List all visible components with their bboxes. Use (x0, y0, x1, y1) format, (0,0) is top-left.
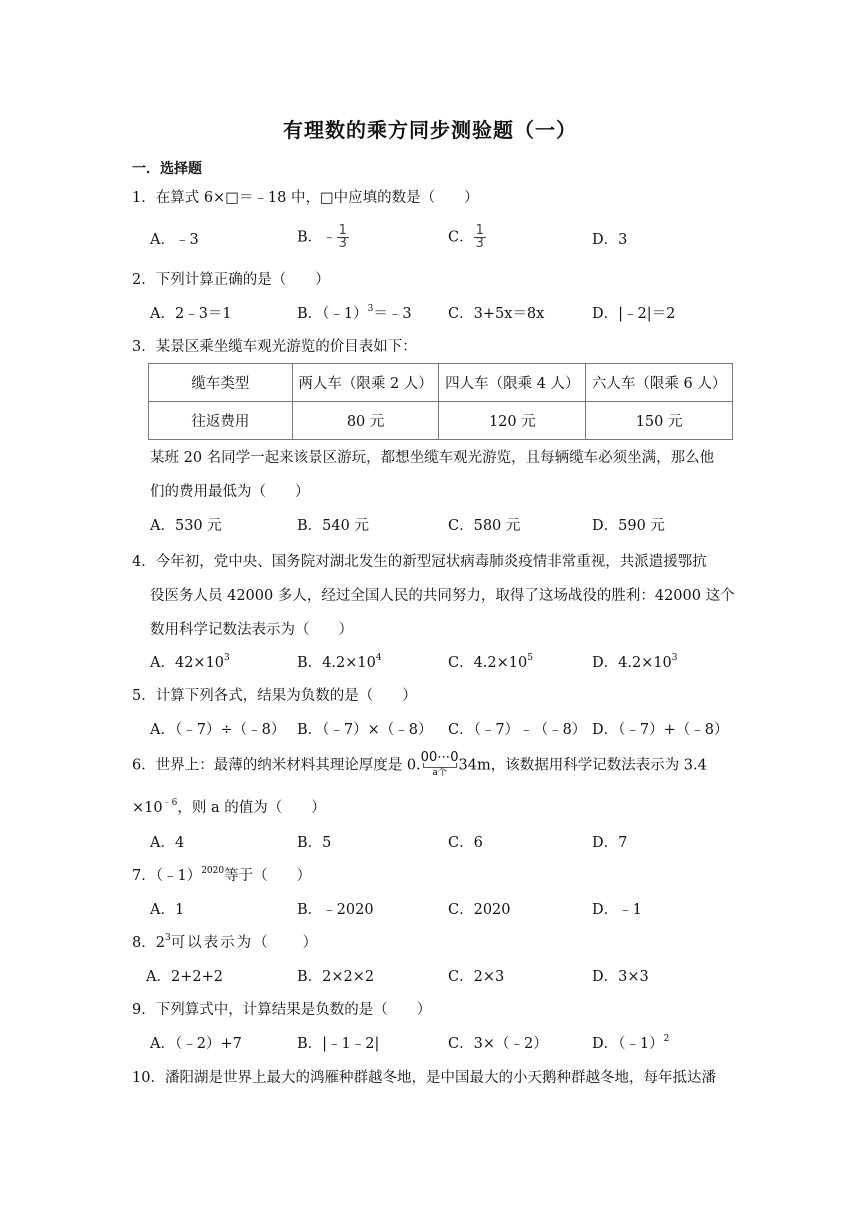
q1-option-c: C． $\frac{1}{3}$ (448, 223, 484, 251)
table-cell: 缆车类型 (149, 364, 293, 402)
question-4-line-2: 役医务人员 42000 多人，经过全国人民的共同努力，取得了这场战役的胜利：42000 这个 (150, 588, 735, 604)
question-5-stem: 5．计算下列各式，结果为负数的是（ ） (132, 688, 417, 704)
q9-option-a: A．（﹣2）+7 (150, 1036, 242, 1052)
q7-option-b: B．﹣2020 (297, 902, 374, 918)
q5-option-c: C．（﹣7）﹣（﹣8） (448, 722, 587, 738)
question-3-continuation-2: 们的费用最低为（ ） (150, 484, 310, 500)
q1-option-d: D．3 (592, 232, 628, 248)
underbrace: 00⋯0 a个 (420, 750, 459, 778)
table-cell: 六人车（限乘 6 人） (586, 364, 733, 402)
q8-option-d: D．3×3 (592, 969, 649, 985)
table-row (149, 402, 733, 440)
question-3-continuation: 某班 20 名同学一起来该景区游玩，都想坐缆车观光游览，且每辆缆车必须坐满，那么他 (150, 450, 715, 466)
question-10-line-1: 10．潘阳湖是世界上最大的鸿雁种群越冬地，是中国最大的小天鹅种群越冬地，每年抵达潘 (132, 1070, 716, 1086)
table-cell: 往返费用 (149, 402, 293, 440)
q4-option-c: C．$4.2\times 10^5$ (448, 653, 533, 671)
q8-option-a: A．2+2+2 (146, 969, 223, 985)
q6-option-d: D．7 (592, 835, 628, 851)
question-3-stem: 3．某景区乘坐缆车观光游览的价目表如下： (132, 339, 417, 355)
section-heading: 一．选择题 (132, 161, 202, 177)
fraction: $\frac{1}{3}$ (338, 223, 347, 251)
q8-option-b: B．2×2×2 (297, 969, 375, 985)
q6-option-c: C．6 (448, 835, 483, 851)
q5-option-b: B．（﹣7）×（﹣8） (297, 722, 433, 738)
table-cell: 四人车（限乘 4 人） (439, 364, 586, 402)
table-cell: 150 元 (586, 402, 733, 440)
q5-option-d: D．（﹣7）+（﹣8） (592, 722, 729, 738)
q7-option-a: A．1 (150, 902, 185, 918)
q4-option-d: D．$4.2\times 10^3$ (592, 653, 678, 671)
q2-option-c: C．3+5x＝8x (448, 306, 545, 322)
q6-option-a: A．4 (150, 835, 185, 851)
q2-option-d: D．|﹣2|＝2 (592, 306, 676, 322)
question-9-stem: 9．下列算式中，计算结果是负数的是（ ） (132, 1002, 432, 1018)
question-7-stem: 7．（﹣1）$^{2020}$等于（ ） (132, 866, 312, 884)
q3-option-d: D．590 元 (592, 518, 665, 534)
q9-option-b: B．|﹣1﹣2| (297, 1036, 380, 1052)
q9-option-d: D．（﹣1）$^2$ (592, 1034, 670, 1052)
q4-option-b: B．$4.2\times 10^4$ (297, 653, 382, 671)
question-2-stem: 2．下列计算正确的是（ ） (132, 272, 330, 288)
q8-option-c: C．2×3 (448, 969, 505, 985)
table-row (149, 364, 733, 402)
question-6-line-1: 6．世界上：最薄的纳米材料其理论厚度是 0. 00⋯0 a个 34m，该数据用科学记数法表示为 3.4 (132, 750, 707, 778)
page-title: 有理数的乘方同步测验题（一） (283, 118, 577, 142)
question-4-line-1: 4．今年初，党中央、国务院对湖北发生的新型冠状病毒肺炎疫情非常重视，共派遣援鄂抗 (132, 554, 707, 570)
q9-option-c: C．3×（﹣2） (448, 1036, 548, 1052)
table-cell: 120 元 (439, 402, 586, 440)
question-8-stem: 8．$2^3$可以表示为（ ） (132, 933, 320, 951)
question-4-line-3: 数用科学记数法表示为（ ） (150, 622, 353, 638)
price-table (148, 363, 733, 440)
question-1-stem: 1．在算式 6×□＝﹣18 中，□中应填的数是（ ） (132, 190, 479, 206)
q1-option-a: A．﹣3 (150, 232, 199, 248)
q7-option-d: D．﹣1 (592, 902, 642, 918)
table-cell: 80 元 (292, 402, 439, 440)
q1-option-b: B．﹣ $\frac{1}{3}$ (297, 223, 347, 251)
table-cell: 两人车（限乘 2 人） (292, 364, 439, 402)
q6-option-b: B．5 (297, 835, 332, 851)
q3-option-b: B．540 元 (297, 518, 369, 534)
fraction: $\frac{1}{3}$ (475, 223, 484, 251)
q5-option-a: A．（﹣7）÷（﹣8） (150, 722, 286, 738)
q3-option-a: A．530 元 (150, 518, 222, 534)
question-6-line-2: $\times 10^{﹣6}$，则 a 的值为（ ） (132, 798, 326, 816)
q3-option-c: C．580 元 (448, 518, 521, 534)
q2-option-b: B．（﹣1）$^3$＝﹣3 (297, 304, 412, 322)
q7-option-c: C．2020 (448, 902, 511, 918)
q4-option-a: A．$42\times 10^3$ (150, 653, 230, 671)
q2-option-a: A．2﹣3＝1 (150, 306, 232, 322)
